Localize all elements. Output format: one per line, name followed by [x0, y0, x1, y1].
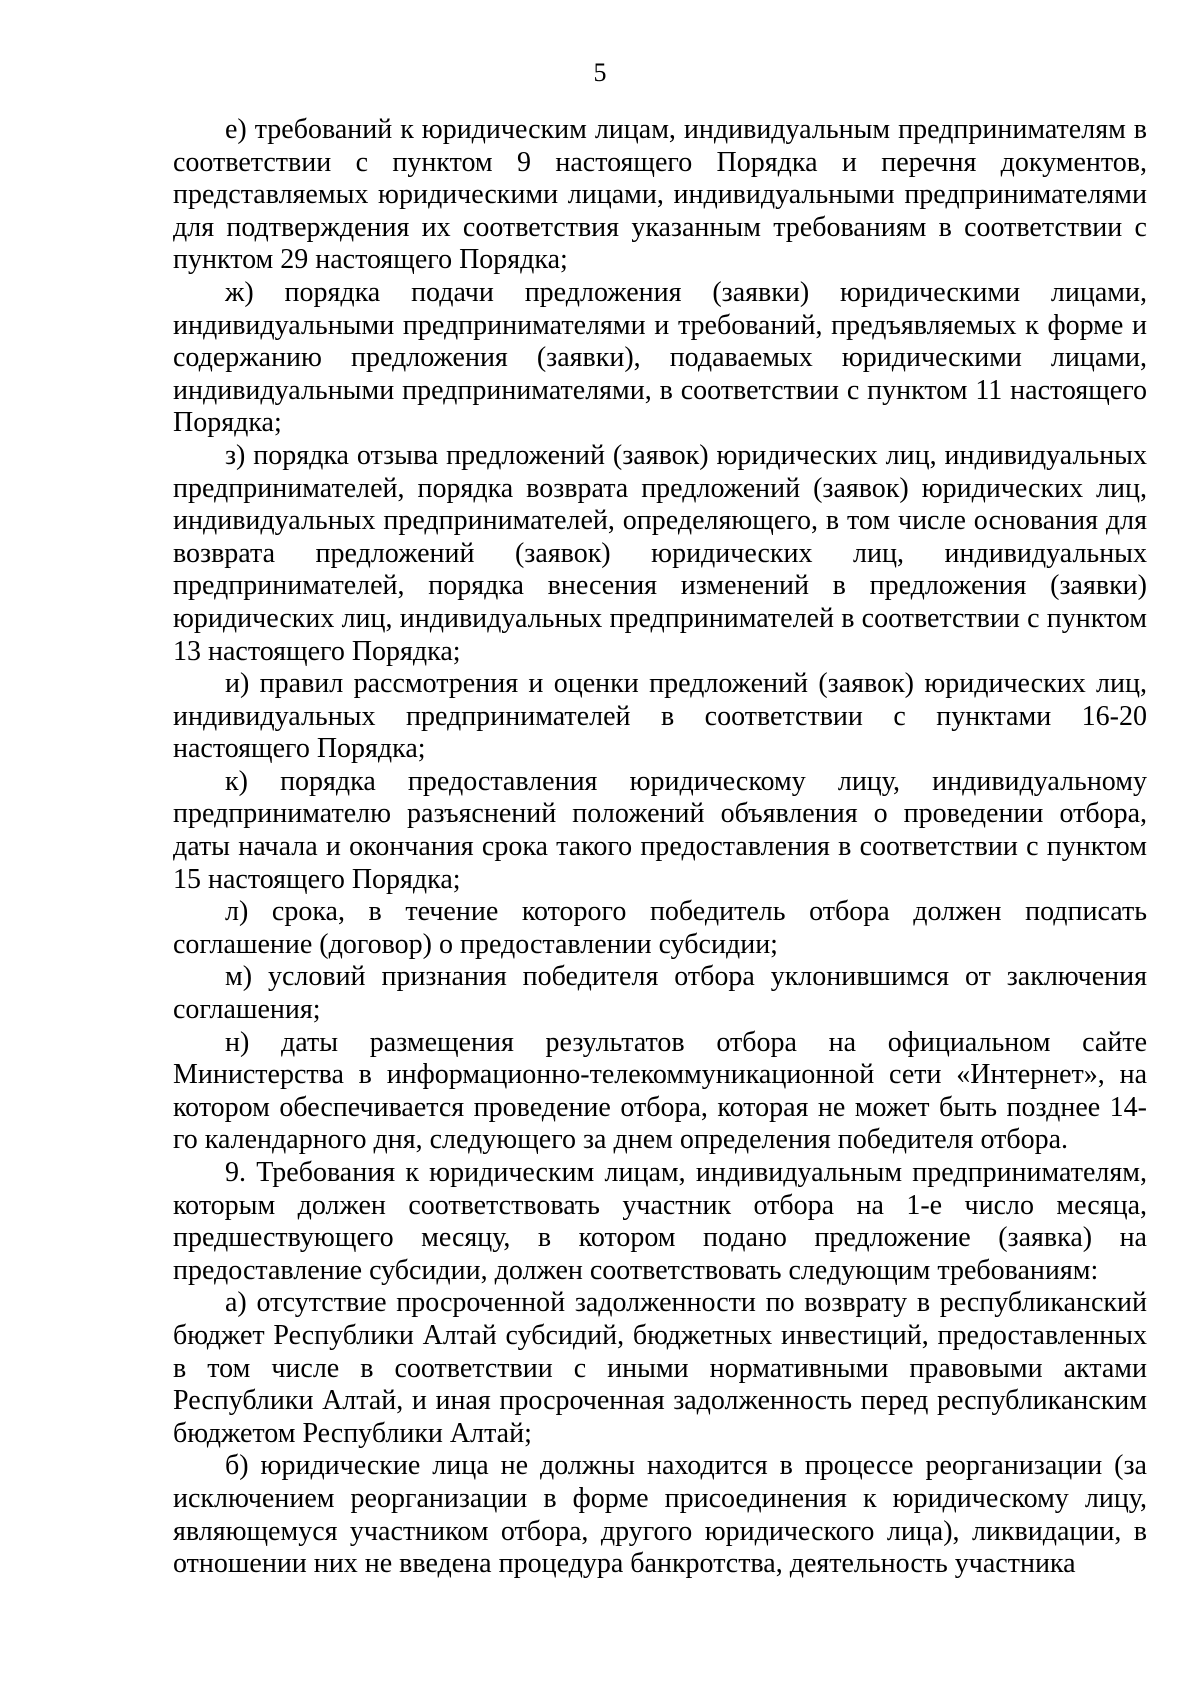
paragraph-z: з) порядка отзыва предложений (заявок) юридических лиц, индивидуальных предпринимателей, порядка возврата предложений (заявок) юридических лиц, индивидуальных предпринимателей, определяющего, в том числе основания для возврата предложений (заявок) юридических лиц, индивидуальных предпринимателей, порядка внесения изменений в предложения (заявки) юридических лиц, индивидуальных предпринимателей в соответствии с пунктом 13 настоящего Порядка;: [173, 439, 1147, 667]
paragraph-b: б) юридические лица не должны находится в процессе реорганизации (за исключением реорганизации в форме присоединения к юридическому лицу, являющемуся участником отбора, другого юридического лица), ликвидации, в отношении них не введена процедура банкротства, деятельность участника: [173, 1450, 1147, 1580]
paragraph-a: а) отсутствие просроченной задолженности по возврату в республиканский бюджет Республики Алтай субсидий, бюджетных инвестиций, предоставленных в том числе в соответствии с иными нормативными правовыми актами Республики Алтай, и иная просроченная задолженность перед республиканским бюджетом Республики Алтай;: [173, 1287, 1147, 1449]
paragraph-l: л) срока, в течение которого победитель отбора должен подписать соглашение (договор) о предоставлении субсидии;: [173, 896, 1147, 960]
paragraph-m: м) условий признания победителя отбора уклонившимся от заключения соглашения;: [173, 961, 1147, 1026]
paragraph-9: 9. Требования к юридическим лицам, индивидуальным предпринимателям, которым должен соответствовать участник отбора на 1-е число месяца, предшествующего месяцу, в котором подано предложение (заявка) на предоставление субсидии, должен соответствовать следующим требованиям:: [173, 1157, 1147, 1286]
paragraph-e: е) требований к юридическим лицам, индивидуальным предпринимателям в соответствии с пунктом 9 настоящего Порядка и перечня документов, представляемых юридическими лицами, индивидуальными предпринимателями для подтверждения их соответствия указанным требованиям в соответствии с пунктом 29 настоящего Порядка;: [173, 114, 1147, 276]
paragraph-k: к) порядка предоставления юридическому лицу, индивидуальному предпринимателю разъяснений положений объявления о проведении отбора, даты начала и окончания срока такого предоставления в соответствии с пунктом 15 настоящего Порядка;: [173, 765, 1147, 895]
paragraph-zh: ж) порядка подачи предложения (заявки) юридическими лицами, индивидуальными предпринимателями и требований, предъявляемых к форме и содержанию предложения (заявки), подаваемых юридическими лицами, индивидуальными предпринимателями, в соответствии с пунктом 11 настоящего Порядка;: [173, 276, 1147, 439]
document-body: [173, 114, 1147, 1581]
paragraph-n: н) даты размещения результатов отбора на официальном сайте Министерства в информационно-телекоммуникационной сети «Интернет», на котором обеспечивается проведение отбора, которая не может быть позднее 14-го календарного дня, следующего за днем определения победителя отбора.: [173, 1026, 1147, 1156]
paragraph-i: и) правил рассмотрения и оценки предложений (заявок) юридических лиц, индивидуальных предпринимателей в соответствии с пунктами 16-20 настоящего Порядка;: [173, 668, 1147, 765]
page-number: 5: [593, 58, 607, 87]
